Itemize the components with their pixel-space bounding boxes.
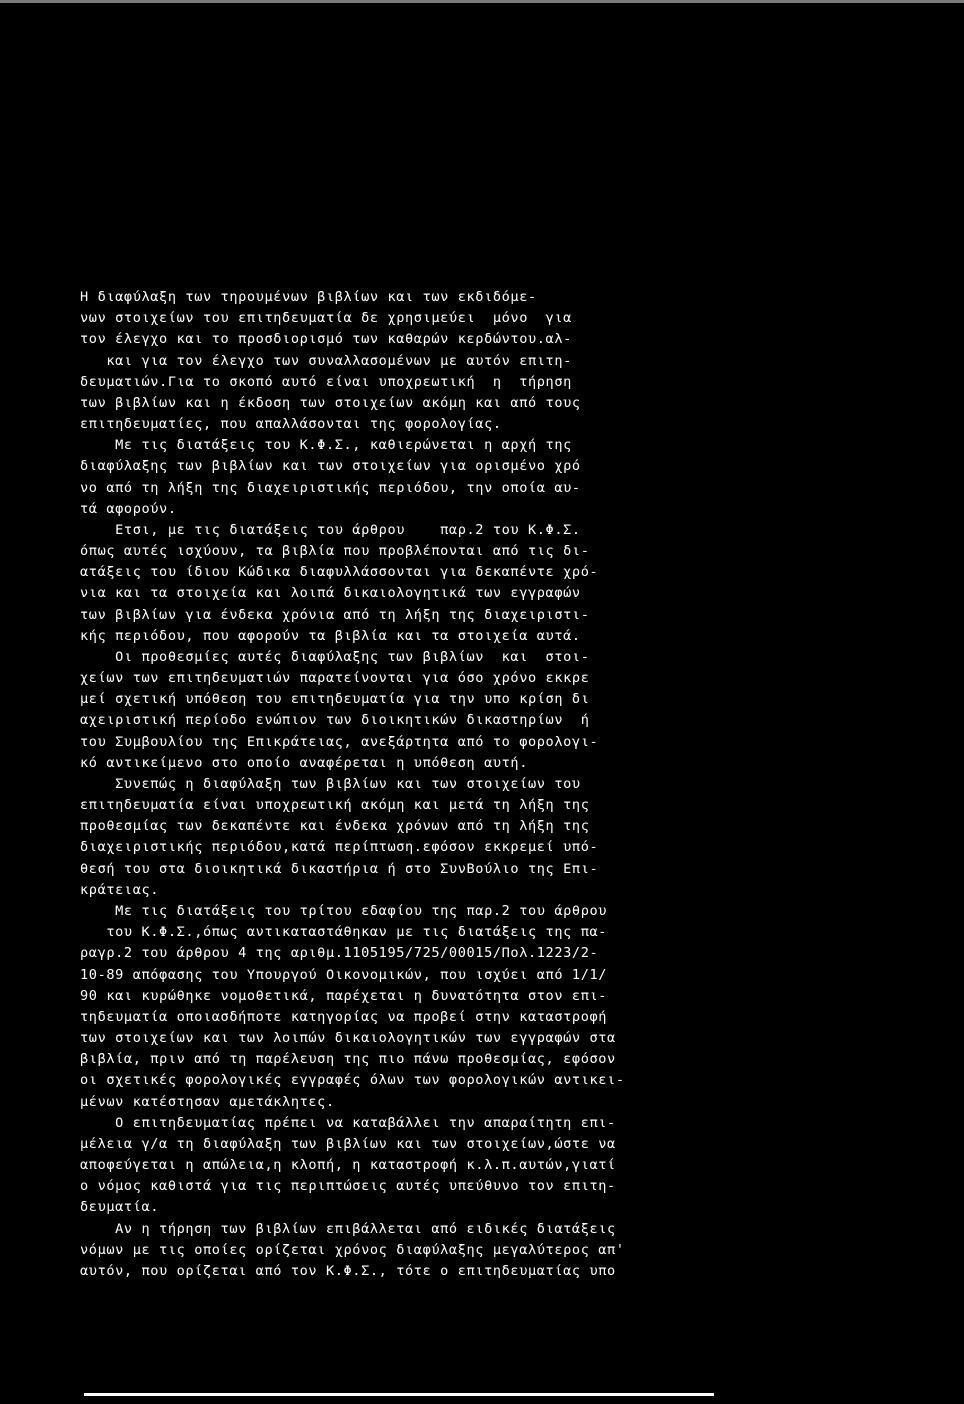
text-line: οι σχετικές φορολογικές εγγραφές όλων των φορολογικών αντικει- xyxy=(80,1072,625,1089)
text-line: μέλεια γ/α τη διαφύλαξη των βιβλίων και των στοιχείων,ώστε να xyxy=(80,1135,616,1152)
text-line: των βιβλίων και η έκδοση των στοιχείων ακόμη και από τους xyxy=(80,394,581,411)
text-line: αποφεύγεται η απώλεια,η κλοπή, η καταστροφή κ.λ.π.αυτών,γιατί xyxy=(80,1157,616,1174)
text-line: διαχειριστικής περιόδου,κατά περίπτωση.εφόσον εκκρεμεί υπό- xyxy=(80,839,599,856)
text-line: ατάξεις του ίδιου Κώδικα διαφυλλάσσονται για δεκαπέντε χρό- xyxy=(80,564,599,581)
text-line: νόμων με τις οποίες ορίζεται χρόνος διαφύλαξης μεγαλύτερος απ' xyxy=(80,1241,625,1258)
text-line: διαφύλαξης των βιβλίων και των στοιχείων για ορισμένο χρό xyxy=(80,458,581,475)
text-line: του Συμβουλίου της Επικράτειας, ανεξάρτητα από το φορολογι- xyxy=(80,733,599,750)
text-line: ο νόμος καθιστά για τις περιπτώσεις αυτές υπεύθυνο τον επιτη- xyxy=(80,1178,616,1195)
text-line: θεσή του στα διοικητικά δικαστήρια ή στο ΣυνΒούλιο της Επι- xyxy=(80,860,599,877)
text-line: Οι προθεσμίες αυτές διαφύλαξης των βιβλίων και στοι- xyxy=(80,648,590,665)
text-line: νο από τη λήξη της διαχειριστικής περιόδου, την οποία αυ- xyxy=(80,479,581,496)
text-line: νων στοιχείων του επιτηδευματία δε χρησιμεύει μόνο για xyxy=(80,310,572,327)
text-line: Με τις διατάξεις του Κ.Φ.Σ., καθιερώνεται η αρχή της xyxy=(80,437,572,454)
text-line: του Κ.Φ.Σ.,όπως αντικαταστάθηκαν με τις διατάξεις της πα- xyxy=(80,924,608,941)
text-line: 10-89 απόφασης του Υπουργού Οικονομικών, που ισχύει από 1/1/ xyxy=(80,966,608,983)
text-line: αχειριστική περίοδο ενώπιον των διοικητικών δικαστηρίων ή xyxy=(80,712,590,729)
scan-top-edge xyxy=(0,0,964,3)
text-line: τηδευματία οποιασδήποτε κατηγορίας να προβεί στην καταστροφή xyxy=(80,1008,608,1025)
text-line: μένων κατέστησαν αμετάκλητες. xyxy=(80,1093,335,1110)
text-line: Συνεπώς η διαφύλαξη των βιβλίων και των στοιχείων του xyxy=(80,775,581,792)
text-line: 90 και κυρώθηκε νομοθετικά, παρέχεται η δυνατότητα στον επι- xyxy=(80,987,608,1004)
text-line: βιβλία, πριν από τη παρέλευση της πιο πάνω προθεσμίας, εφόσον xyxy=(80,1051,616,1068)
text-line: χείων των επιτηδευματιών παρατείνονται για όσο χρόνο εκκρε xyxy=(80,670,590,687)
text-line: των βιβλίων για ένδεκα χρόνια από τη λήξη της διαχειριστι- xyxy=(80,606,590,623)
text-line: Με τις διατάξεις του τρίτου εδαφίου της παρ.2 του άρθρου xyxy=(80,902,608,919)
text-line: προθεσμίας των δεκαπέντε και ένδεκα χρόνων από τη λήξη της xyxy=(80,818,590,835)
text-line: όπως αυτές ισχύουν, τα βιβλία που προβλέπονται από τις δι- xyxy=(80,543,590,560)
footer-rule xyxy=(84,1393,714,1396)
text-line: τον έλεγχο και το προσδιορισμό των καθαρών κερδώντου.αλ- xyxy=(80,331,572,348)
text-line: κράτειας. xyxy=(80,881,160,898)
text-line: των στοιχείων και των λοιπών δικαιολογητικών των εγγραφών στα xyxy=(80,1030,616,1047)
text-line: επιτηδευματίες, που απαλλάσονται της φορολογίας. xyxy=(80,416,502,433)
text-line: αυτόν, που ορίζεται από τον Κ.Φ.Σ., τότε ο επιτηδευματίας υπο xyxy=(80,1262,616,1279)
text-line: Ετσι, με τις διατάξεις του άρθρου παρ.2 του Κ.Φ.Σ. xyxy=(80,521,581,538)
text-line: επιτηδευματία είναι υποχρεωτική ακόμη και μετά τη λήξη της xyxy=(80,797,590,814)
text-line: δευματιών.Για το σκοπό αυτό είναι υποχρεωτική η τήρηση xyxy=(80,373,572,390)
text-line: Ο επιτηδευματίας πρέπει να καταβάλλει την απαραίτητη επι- xyxy=(80,1114,616,1131)
text-line: Η διαφύλαξη των τηρουμένων βιβλίων και των εκδιδόμε- xyxy=(80,289,537,305)
document-body xyxy=(80,287,860,1282)
text-line: κής περιόδου, που αφορούν τα βιβλία και τα στοιχεία αυτά. xyxy=(80,627,581,644)
text-line: τά αφορούν. xyxy=(80,500,177,517)
text-line: ραγρ.2 του άρθρου 4 της αριθμ.1105195/725/00015/Πολ.1223/2- xyxy=(80,945,599,962)
text-line: και για τον έλεγχο των συναλλασομένων με αυτόν επιτη- xyxy=(80,352,572,369)
text-line: δευματία. xyxy=(80,1199,160,1216)
text-line: νια και τα στοιχεία και λοιπά δικαιολογητικά των εγγραφών xyxy=(80,585,581,602)
text-line: μεί σχετική υπόθεση του επιτηδευματία για την υπο κρίση δι xyxy=(80,691,590,708)
text-line: Αν η τήρηση των βιβλίων επιβάλλεται από ειδικές διατάξεις xyxy=(80,1220,616,1237)
text-line: κό αντικείμενο στο οποίο αναφέρεται η υπόθεση αυτή. xyxy=(80,754,528,771)
